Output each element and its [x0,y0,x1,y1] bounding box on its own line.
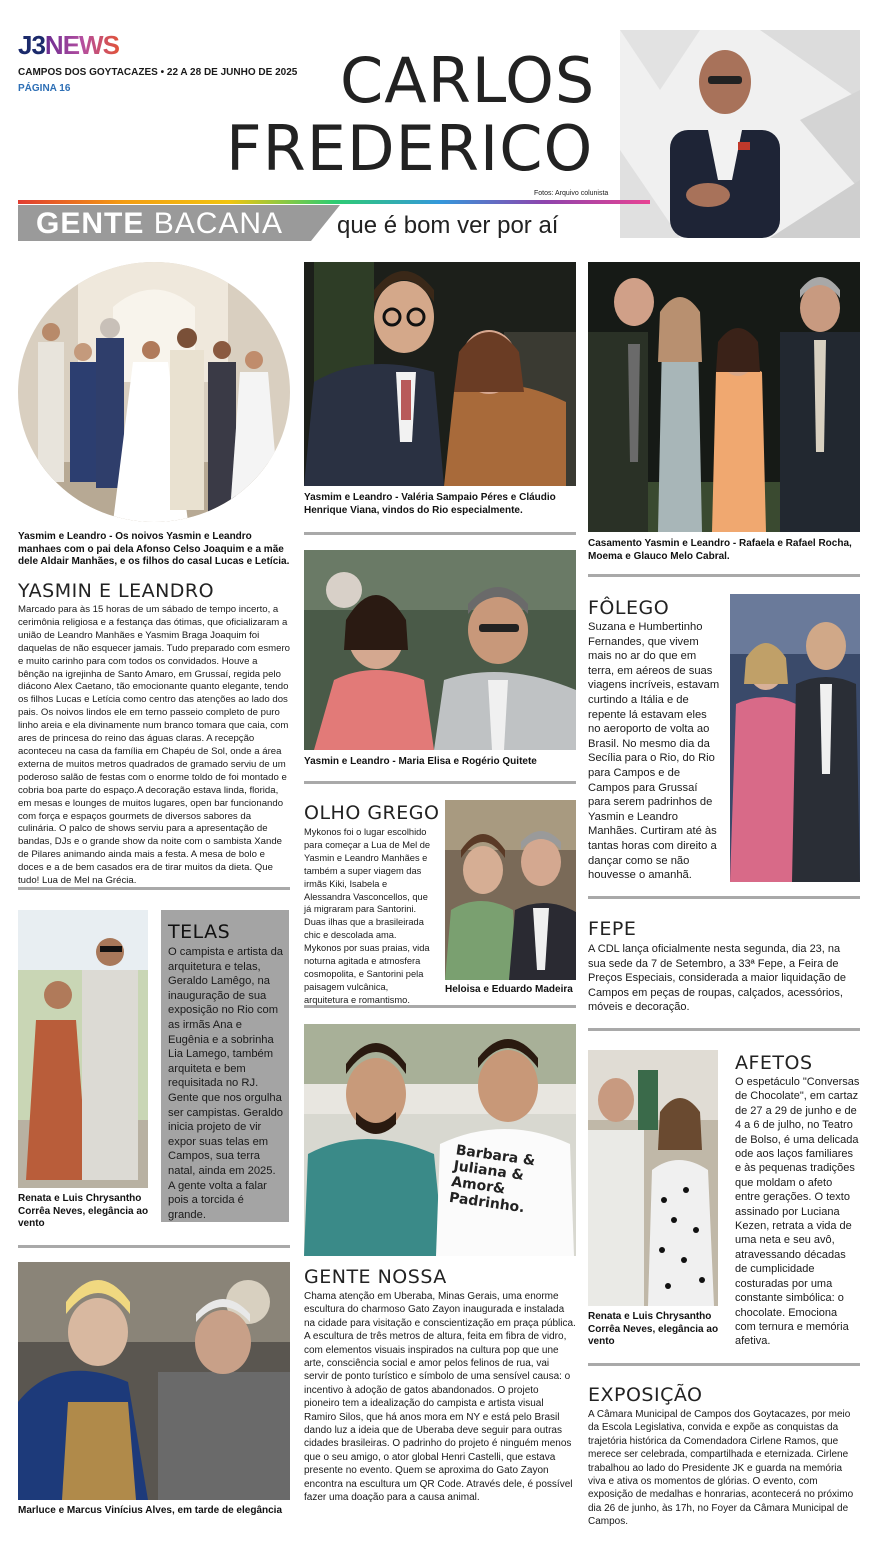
renata-photo-2 [588,1050,718,1306]
heloisa-photo [445,800,576,980]
divider [304,781,576,784]
logo-j3: J3 [18,30,45,60]
marluce-photo [18,1262,290,1500]
afetos-title: AFETOS [735,1052,813,1074]
telas-text: O campista e artista da arquitetura e telas, Geraldo Lamêgo, na inauguração de sua exposição no Rio com as irmãs Ana e Eugênia e a sobrinha Lia Lamego, também arquiteta e bem requisitada no RJ. Gente que nos orgulha ser campistas. Geraldo inicia projeto de vir expor suas telas em Campos, sua terra natal, ainda em 2025. A gente volta a falar pois a torcida é grande. [168,946,284,1221]
shirt-print: Barbara & Juliana & Amor& Padrinho. [448,1142,537,1217]
photo-credit: Fotos: Arquivo colunista [534,190,609,197]
yasmin-title: YASMIN E LEANDRO [18,580,215,602]
divider [304,532,576,535]
valeria-photo [304,262,576,486]
folego-photo [730,594,860,882]
logo-news: NEWS [44,30,119,60]
divider [304,1005,576,1008]
divider [18,887,290,890]
fepe-text: A CDL lança oficialmente nesta segunda, dia 23, na sua sede da 7 de Setembro, a 33ª Fepe, a Feira de Preços Especiais, considerada a maior liquidação de Campos em peças de roupas, calçados, acessórios, móveis e decoração. [588,943,847,1014]
renata-caption-1: Renata e Luis Chrysantho Corrêa Neves, elegância ao vento [18,1193,149,1229]
divider [588,1363,860,1366]
gente-nossa-photo [304,1024,576,1256]
wedding-caption: Yasmim e Leandro - Os noivos Yasmin e Leandro manhaes com o pai dela Afonso Celso Joaquim e a mãe dele Aldair Manhães, e os filhos do casal Lucas e Letícia. [18,531,290,567]
fepe-title: FEPE [588,918,637,940]
maria-elisa-caption: Yasmin e Leandro - Maria Elisa e Rogério Quitete [304,756,537,767]
renata-photo [18,910,148,1188]
page-number: PÁGINA 16 [18,83,71,94]
divider [18,1245,290,1248]
yasmin-text: Marcado para às 15 horas de um sábado de tempo incerto, a cerimônia religiosa e a festança das ótimas, que oficializaram a união de Leandro Manhães e Yasmim Braga Joaquim foi daquelas de não esquecer jamais. Tudo preparado com esmero e muito carinho para com todos os convidados. Houve a bênção na igrejinha de Santo Amaro, em Grussaí, regida pelo diácono Alex Caetano, tão emocionante quanto elegante, tendo os filhos Lucas e Letícia como centro das atenções ao lado dos pais. Os noivos lindos ele em terno passeio completo de puro linho areia e ela divinamente num branco tomara que caia, com ares de princesa do reino das águas claras. A recepção aconteceu na casa da família em Chapéu de Sol, onde a área externa de muitos metros quadrados de gramado serviu de um poderoso salão de festas com o enorme toldo de foi montado e cobria boa parte do espaço.A decoração estava linda, florida, em mesas e lounges de muitos lugares, open bar funcionando com força e espaços gourmets de diversos sabores da culinária. O palco de shows serviu para a apresentação de bandas, DJs e o grande show da noite com o sambista Xande de Pilares animando ainda mais a festa. A mesa de bolo e doces e a de bem casados era de tirar muitos da dieta. Que tudo! Lua de Mel na Grécia. [18,604,290,887]
divider [588,574,860,577]
renata-caption-2: Renata e Luis Chrysantho Corrêa Neves, elegância ao vento [588,1311,719,1347]
exposicao-text: A Câmara Municipal de Campos dos Goytacazes, por meio da Escola Legislativa, convida e expõe as conquistas da trajetória histórica da Comendadora Cirlene Ramos, que merece ser celebrada, compartilhada e eternizada. Cirlene trabalhou ao lado do Presidente JK e guarda na memória viva e ativa os momentos de glórias. O evento, com exposição de medalhas e honrarias, acontecerá no próximo dia 26 de junho, às 17h, no Foyer da Câmara Municipal de Campos. [588,1409,854,1528]
divider [588,896,860,899]
folego-title: FÔLEGO [588,597,670,619]
columnist-portrait [620,30,860,238]
folego-text: Suzana e Humbertinho Fernandes, que vivem mais no ar do que em terra, em aéreos de suas viagens incríveis, estavam curtindo a Itália e de repente lá estavam eles no aeroporto de volta ao Brasil. No mesmo dia da Secília para o Rio, do Rio para Campos e de Campos para Grussaí para serem padrinhos de Yasmin e Leandro Manhães. Curtiram até às tantas horas com direito a dançar como se não houvesse o amanhã. [588,621,720,882]
columnist-last-name: FREDERICO [226,112,594,185]
section-title-thin: BACANA [144,207,284,240]
rafaela-caption: Casamento Yasmin e Leandro - Rafaela e Rafael Rocha, Moema e Glauco Melo Cabral. [588,538,852,562]
section-tagline: que é bom ver por aí [337,212,559,239]
rainbow-divider [18,200,650,204]
heloisa-caption: Heloisa e Eduardo Madeira [445,984,573,995]
columnist-first-name: CARLOS [340,44,596,117]
rafaela-photo [588,262,860,532]
afetos-text: O espetáculo "Conversas de Chocolate", em cartaz de 27 a 29 de junho e de 4 a 6 de julho, no Teatro de Bolso, é uma delicada ode aos laços familiares e às pequenas tradições que moldam o afeto entre gerações. O texto assinado por Luciana Kezen, retrata a vida de uma neta e seu avô, atravessando décadas de cumplicidade costuradas por uma constante simbólica: o chocolate. Emociona com ternura e memória afetiva. [735,1076,860,1348]
section-title-bold: GENTE [36,207,145,240]
marluce-caption: Marluce e Marcus Vinícius Alves, em tarde de elegância [18,1505,283,1516]
exposicao-title: EXPOSIÇÃO [588,1384,703,1406]
logo [18,30,119,61]
olho-title: OLHO GREGO [304,802,440,824]
valeria-caption: Yasmim e Leandro - Valéria Sampaio Péres e Cláudio Henrique Viana, vindos do Rio especialmente. [304,492,556,516]
gente-nossa-text: Chama atenção em Uberaba, Minas Gerais, uma enorme escultura do charmoso Gato Zayon inaugurada e instalada na cidade para visitação e conscientização em praça pública. A escultura de três metros de altura, feita em fibra de vidro, com elementos visuais inspirados na cultura pop que une arte, consciência social e amor pelos felinos de rua, vai servir de ponto turístico e símbolo de uma sensível causa: o incentivo à adoção de gatos abandonados. O projeto pioneiro tem a idealização do campista e artista visual Ramiro Silos, que há anos mora em NY e está pelo Brasil dando luz a ideia que de Uberaba deve seguir para outras cidades brasileiras. O padrinho do projeto é ninguém menos que o seu amigo, o ator global Henri Castelli, que estava presente no evento. Quem se aproxima do Gato Zayon encontra na escultura um QR Code. Através dele, é possível fazer uma doação para a causa animal. [304,1291,576,1504]
olho-text: Mykonos foi o lugar escolhido para começar a Lua de Mel de Yasmin e Leandro Manhães e também a super viagem das irmãs Kiki, Isabela e Alessandra Vasconcellos, que já migraram para Santorini. Duas ilhas que a brasileirada chic e descolada ama. Mykonos por suas praias, vida noturna agitada e atmosfera cosmopolita, e Santorini pela paisagem vulcânica, arquitetura e romantismo. [304,827,431,1005]
maria-elisa-photo [304,550,576,750]
telas-title: TELAS [168,921,231,943]
section-title [36,207,283,241]
dateline: CAMPOS DOS GOYTACAZES • 22 A 28 DE JUNHO DE 2025 [18,67,298,78]
divider [588,1028,860,1031]
wedding-photo [18,262,290,522]
gente-nossa-title: GENTE NOSSA [304,1266,447,1288]
